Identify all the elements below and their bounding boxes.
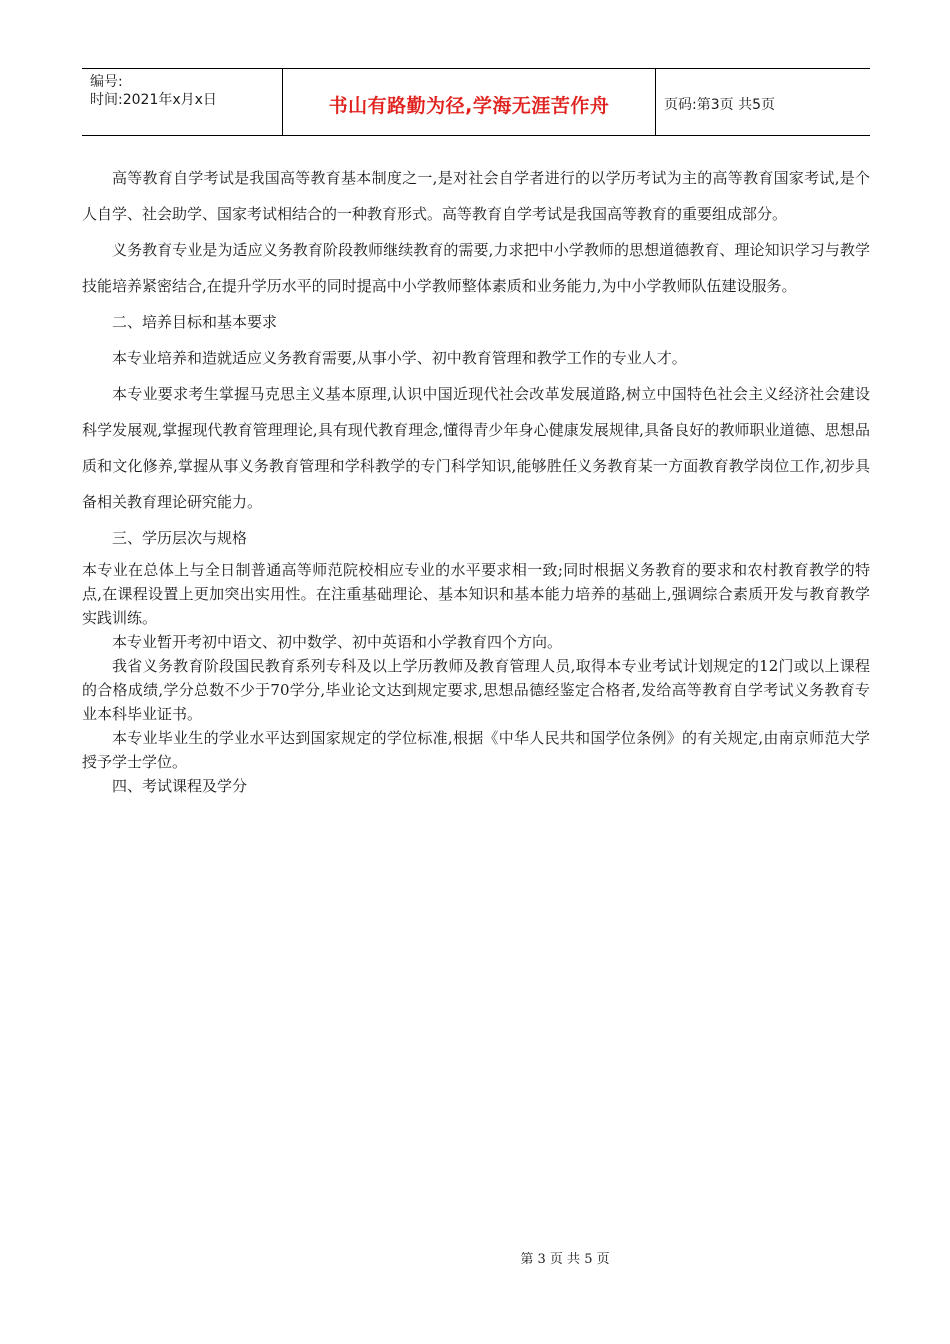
goals-paragraph: 本专业培养和造就适应义务教育需要,从事小学、初中教育管理和教学工作的专业人才。 bbox=[112, 349, 687, 367]
header-motto: 书山有路勤为径,学海无涯苦作舟 bbox=[328, 94, 610, 117]
certificate-paragraph: 我省义务教育阶段国民教育系列专科及以上学历教师及教育管理人员,取得本专业考试计划规定的12门或以上课程的合格成绩,学分总数不少于70学分,毕业论文达到规定要求,思想品德经鉴定合格者,发给高等教育自学考试义务教育专业本科毕业证书。 bbox=[82, 657, 870, 723]
page-footer bbox=[0, 1248, 950, 1267]
degree-paragraph: 本专业毕业生的学业水平达到国家规定的学位标准,根据《中华人民共和国学位条例》的有关规定,由南京师范大学授予学士学位。 bbox=[82, 729, 870, 771]
directions-paragraph: 本专业暂开考初中语文、初中数学、初中英语和小学教育四个方向。 bbox=[112, 633, 563, 651]
section-heading-courses: 四、考试课程及学分 bbox=[112, 777, 248, 795]
header-meta-cell bbox=[82, 69, 282, 135]
document-number-label: 编号: bbox=[90, 74, 123, 90]
levels-paragraph: 本专业在总体上与全日制普通高等师范院校相应专业的水平要求相一致;同时根据义务教育的要求和农村教育教学的特点,在课程设置上更加突出实用性。在注重基础理论、基本知识和基本能力培养的基础上,强调综合素质开发与教育教学实践训练。 bbox=[82, 561, 870, 627]
section-heading-levels: 三、学历层次与规格 bbox=[112, 529, 248, 547]
header-table bbox=[82, 68, 870, 136]
section-heading-goals: 二、培养目标和基本要求 bbox=[112, 313, 278, 331]
purpose-paragraph: 义务教育专业是为适应义务教育阶段教师继续教育的需要,力求把中小学教师的思想道德教育、理论知识学习与教学技能培养紧密结合,在提升学历水平的同时提高中小学教师整体素质和业务能力,为中小学教师队伍建设服务。 bbox=[82, 241, 870, 295]
requirements-paragraph: 本专业要求考生掌握马克思主义基本原理,认识中国近现代社会改革发展道路,树立中国特色社会主义经济社会建设科学发展观,掌握现代教育管理理论,具有现代教育理念,懂得青少年身心健康发展规律,具备良好的教师职业道德、思想品质和文化修养,掌握从事义务教育管理和学科教学的专门科学知识,能够胜任义务教育某一方面教育教学岗位工作,初步具备相关教育理论研究能力。 bbox=[82, 385, 870, 511]
document-time-label: 时间:2021年x月x日 bbox=[90, 92, 217, 108]
header-page-info: 页码:第3页 共5页 bbox=[664, 97, 775, 113]
footer-page-number: 第 3 页 共 5 页 bbox=[520, 1252, 610, 1267]
document-body bbox=[82, 160, 870, 798]
intro-paragraph: 高等教育自学考试是我国高等教育基本制度之一,是对社会自学者进行的以学历考试为主的高等教育国家考试,是个人自学、社会助学、国家考试相结合的一种教育形式。高等教育自学考试是我国高等教育的重要组成部分。 bbox=[82, 169, 870, 223]
header-page-cell bbox=[656, 69, 870, 135]
header-motto-cell bbox=[282, 69, 656, 135]
